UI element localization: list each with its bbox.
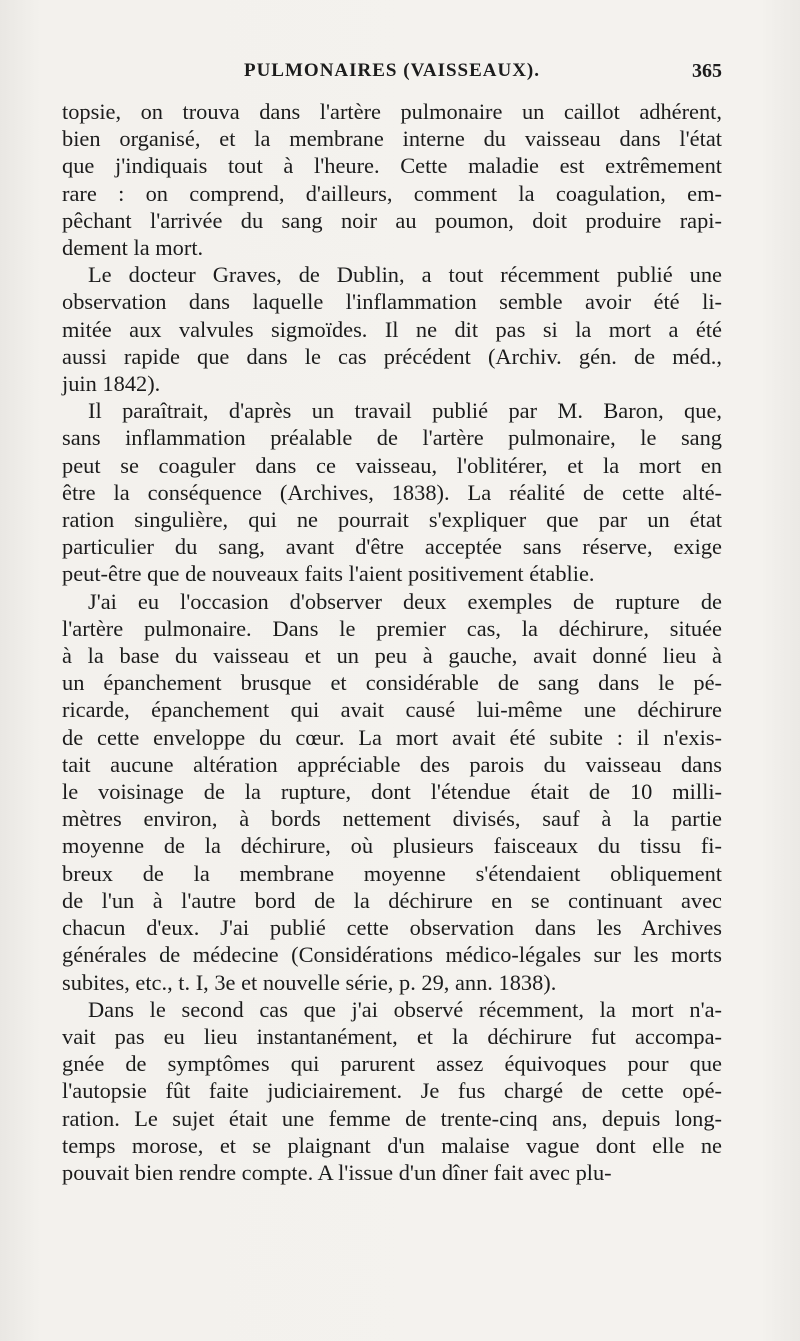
text-line: être la conséquence (Archives, 1838). La réalité de cette alté- <box>62 479 722 505</box>
text-line: rare : on comprend, d'ailleurs, comment la coagulation, em- <box>62 180 722 206</box>
text-line: Le docteur Graves, de Dublin, a tout récemment publié une <box>88 262 722 288</box>
text-line: observation dans laquelle l'inflammation semble avoir été li- <box>62 289 722 315</box>
text-line: générales de médecine (Considérations médico-légales sur les morts <box>62 942 722 968</box>
text-line: le voisinage de la rupture, dont l'étendue était de 10 milli- <box>62 779 722 805</box>
text-line: breux de la membrane moyenne s'étendaient obliquement <box>62 860 722 886</box>
text-line: de l'un à l'autre bord de la déchirure en se continuant avec <box>62 887 722 913</box>
text-line: vait pas eu lieu instantanément, et la déchirure fut accompa- <box>62 1023 722 1049</box>
text-line: de cette enveloppe du cœur. La mort avait été subite : il n'exis- <box>62 724 722 750</box>
paragraph <box>62 98 722 261</box>
text-line: mètres environ, à bords nettement divisés, sauf à la partie <box>62 806 722 832</box>
text-line: l'autopsie fût faite judiciairement. Je fus chargé de cette opé- <box>62 1078 722 1104</box>
text-line: dement la mort. <box>62 235 204 261</box>
text-line: tait aucune altération appréciable des parois du vaisseau dans <box>62 751 722 777</box>
text-line: gnée de symptômes qui parurent assez équivoques pour que <box>62 1051 722 1077</box>
text-line: J'ai eu l'occasion d'observer deux exemples de rupture de <box>88 588 722 614</box>
text-line: chacun d'eux. J'ai publié cette observation dans les Archives <box>62 915 722 941</box>
text-line: topsie, on trouva dans l'artère pulmonaire un caillot adhérent, <box>62 99 722 124</box>
paragraph <box>62 397 722 587</box>
paragraph <box>62 996 722 1186</box>
text-line: temps morose, et se plaignant d'un malaise vague dont elle ne <box>62 1132 722 1158</box>
text-line: pêchant l'arrivée du sang noir au poumon, doit produire rapi- <box>62 207 722 233</box>
text-line: que j'indiquais tout à l'heure. Cette maladie est extrêmement <box>62 153 722 179</box>
text-line: un épanchement brusque et considérable de sang dans le pé- <box>62 670 722 696</box>
text-line: bien organisé, et la membrane interne du vaisseau dans l'état <box>62 126 722 152</box>
text-line: juin 1842). <box>62 371 161 397</box>
page-number: 365 <box>692 60 722 82</box>
page-header <box>62 60 722 90</box>
text-line: ration. Le sujet était une femme de trente-cinq ans, depuis long- <box>62 1105 722 1131</box>
text-line: pouvait bien rendre compte. A l'issue d'un dîner fait avec plu- <box>62 1159 612 1185</box>
text-line: aussi rapide que dans le cas précédent (Archiv. gén. de méd., <box>62 343 722 369</box>
text-line: mitée aux valvules sigmoïdes. Il ne dit pas si la mort a été <box>62 316 722 342</box>
text-line: peut-être que de nouveaux faits l'aient positivement établie. <box>62 561 595 587</box>
text-line: ricarde, épanchement qui avait causé lui-même une déchirure <box>62 697 722 723</box>
body-text <box>62 98 722 1186</box>
text-line: à la base du vaisseau et un peu à gauche, avait donné lieu à <box>62 643 722 669</box>
text-line: Il paraîtrait, d'après un travail publié par M. Baron, que, <box>88 398 722 424</box>
text-line: sans inflammation préalable de l'artère pulmonaire, le sang <box>62 425 722 451</box>
text-line: ration singulière, qui ne pourrait s'expliquer que par un état <box>62 507 722 533</box>
paragraph <box>62 588 722 996</box>
text-line: peut se coaguler dans ce vaisseau, l'oblitérer, et la mort en <box>62 452 722 478</box>
text-line: moyenne de la déchirure, où plusieurs faisceaux du tissu fi- <box>62 833 722 859</box>
text-line: subites, etc., t. I, 3e et nouvelle série, p. 29, ann. 1838). <box>62 969 557 995</box>
text-line: l'artère pulmonaire. Dans le premier cas, la déchirure, située <box>62 615 722 641</box>
text-line: particulier du sang, avant d'être acceptée sans réserve, exige <box>62 534 722 560</box>
paragraph <box>62 261 722 397</box>
text-line: Dans le second cas que j'ai observé récemment, la mort n'a- <box>88 996 722 1022</box>
running-title: PULMONAIRES (VAISSEAUX). <box>243 60 541 81</box>
